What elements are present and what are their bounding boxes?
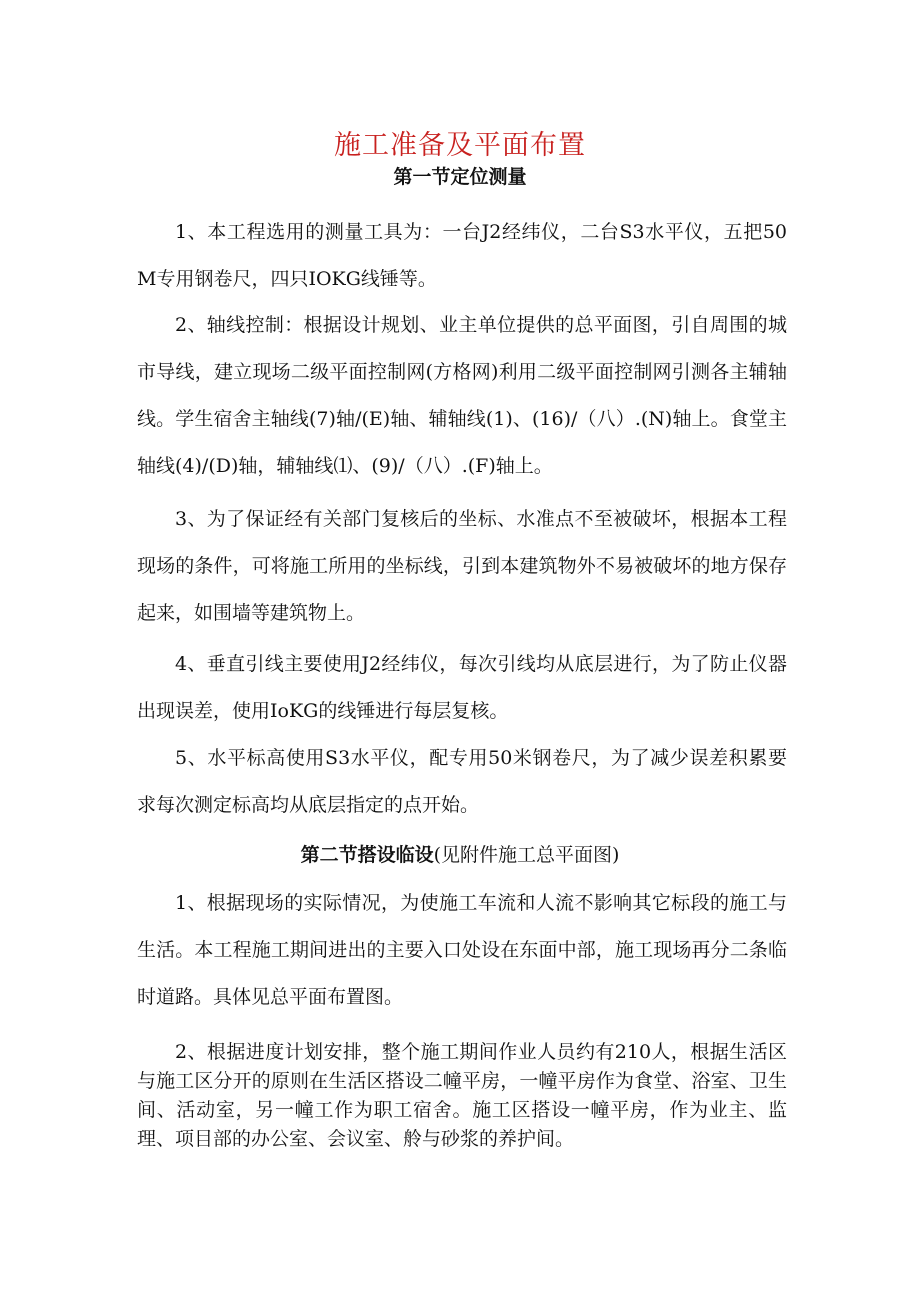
paragraph-text: 1、本工程选用的测量工具为：一台J2经纬仪，二台S3水平仪，五把50M专用钢卷尺，四只IOKG线锤等。	[137, 221, 787, 290]
section-1-heading-text: 第一节定位测量	[393, 166, 527, 188]
paragraph-text: 5、水平标高使用S3水平仪，配专用50米钢卷尺，为了减少误差积累要求每次测定标高均从底层指定的点开始。	[137, 747, 787, 816]
paragraph	[137, 1038, 787, 1154]
paragraph	[137, 880, 787, 1021]
paragraph-text: 4、垂直引线主要使用J2经纬仪，每次引线均从底层进行，为了防止仪器出现误差，使用IoKG的线锤进行每层复核。	[137, 653, 787, 722]
paragraph-text: 2、轴线控制：根据设计规划、业主单位提供的总平面图，引自周围的城市导线，建立现场二级平面控制网(方格网)利用二级平面控制网引测各主辅轴线。学生宿舍主轴线(7)轴/(E)轴、辅轴线(1)、(16)/（八）.(N)轴上。食堂主轴线(4)/(D)轴，辅轴线⑴、(9)/（八）.(F)轴上。	[137, 314, 787, 477]
paragraph	[137, 496, 787, 637]
paragraph	[137, 641, 787, 735]
document-title: 施工准备及平面布置	[334, 130, 586, 162]
paragraph-text: 2、根据进度计划安排，整个施工期间作业人员约有210人，根据生活区与施工区分开的原则在生活区搭设二幢平房，一幢平房作为食堂、浴室、卫生间、活动室，另一幢工作为职工宿舍。施工区搭设一幢平房，作为业主、监理、项目部的办公室、会议室、舲与砂浆的养护间。	[137, 1041, 787, 1150]
paragraph	[137, 302, 787, 490]
paragraph	[137, 209, 787, 303]
section-1-heading	[0, 162, 920, 192]
paragraph	[137, 735, 787, 829]
paragraph-text: 3、为了保证经有关部门复核后的坐标、水准点不至被破坏，根据本工程现场的条件，可将施工所用的坐标线，引到本建筑物外不易被破坏的地方保存起来，如围墙等建筑物上。	[137, 508, 787, 624]
section-2-heading-note: (见附件施工总平面图)	[433, 844, 620, 866]
section-2-heading	[0, 840, 920, 870]
section-2-heading-bold: 第二节搭设临设	[300, 844, 434, 866]
paragraph-text: 1、根据现场的实际情况，为使施工车流和人流不影响其它标段的施工与生活。本工程施工期间进出的主要入口处设在东面中部，施工现场再分二条临时道路。具体见总平面布置图。	[137, 892, 787, 1008]
